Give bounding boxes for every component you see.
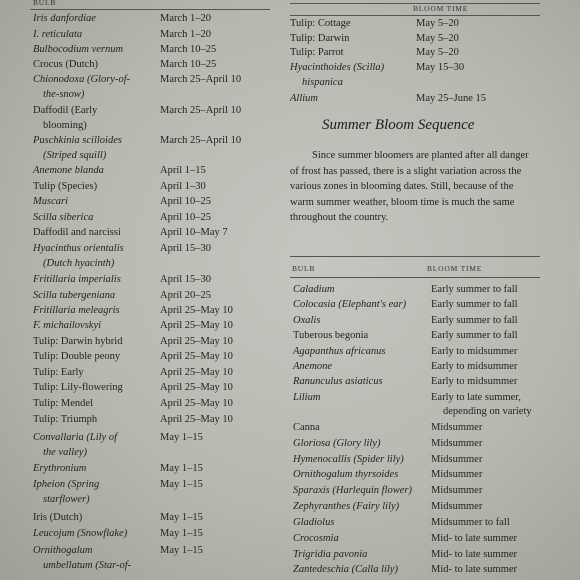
summer-header-bloom: BLOOM TIME bbox=[427, 264, 483, 273]
bloom-time: April 1–15 bbox=[160, 165, 206, 176]
bulb-name: Daffodil (Early bbox=[33, 105, 98, 116]
bloom-time: Midsummer bbox=[431, 485, 483, 496]
bulb-name: Tulip: Darwin hybrid bbox=[33, 336, 123, 347]
bloom-time: March 1–20 bbox=[160, 13, 212, 24]
bloom-time: April 25–May 10 bbox=[160, 351, 233, 362]
bloom-time: Early summer to fall bbox=[431, 299, 518, 310]
bulb-name: I. reticulata bbox=[33, 29, 83, 40]
bulb-name-cont: umbellatum (Star-of- bbox=[43, 560, 132, 571]
summer-section-title: Summer Bloom Sequence bbox=[322, 117, 475, 133]
bulb-name: Tulip (Species) bbox=[33, 181, 98, 192]
bulb-name-cont: starflower) bbox=[43, 494, 90, 505]
bulb-name: Allium bbox=[290, 93, 318, 104]
bloom-time: Early summer to fall bbox=[431, 315, 518, 326]
bulb-name: Muscari bbox=[33, 196, 68, 207]
bulb-name: Fritillaria meleagris bbox=[33, 305, 120, 316]
bulb-name: Scilla tubergeniana bbox=[33, 290, 116, 301]
bulb-name: Iris danfordiae bbox=[33, 13, 96, 24]
bloom-time: April 25–May 10 bbox=[160, 320, 233, 331]
bloom-time: April 25–May 10 bbox=[160, 305, 233, 316]
bulb-name: Anemone bbox=[293, 361, 333, 372]
bulb-name: Chionodoxa (Glory-of- bbox=[33, 74, 131, 85]
bloom-time: April 25–May 10 bbox=[160, 382, 233, 393]
bulb-name: Tulip: Parrot bbox=[290, 47, 344, 58]
summer-header-bulb: BULB bbox=[292, 264, 316, 273]
bulb-name: Ranunculus asiaticus bbox=[293, 376, 383, 387]
bulb-name-cont: hispanica bbox=[302, 77, 343, 88]
bloom-time: April 25–May 10 bbox=[160, 336, 233, 347]
bloom-time: Mid- to late summer bbox=[431, 564, 518, 575]
bloom-time: Early to midsummer bbox=[431, 346, 518, 357]
bulb-name: Tulip: Cottage bbox=[290, 18, 351, 29]
right-top-header-rule bbox=[290, 15, 540, 16]
bloom-time: March 25–April 10 bbox=[160, 105, 242, 116]
bulb-name: Tulip: Lily-flowering bbox=[33, 382, 123, 393]
bulb-name: Agapanthus africanus bbox=[293, 346, 386, 357]
bloom-time: Early to midsummer bbox=[431, 376, 518, 387]
bloom-time: Midsummer bbox=[431, 501, 483, 512]
bulb-name: Tulip: Triumph bbox=[33, 414, 98, 425]
bulb-name: Sparaxis (Harlequin flower) bbox=[293, 485, 412, 496]
bloom-time: May 1–15 bbox=[160, 432, 203, 443]
bulb-name: Caladium bbox=[293, 284, 335, 295]
bloom-time: May 1–15 bbox=[160, 528, 203, 539]
bulb-name: Tulip: Early bbox=[33, 367, 84, 378]
bulb-name: Hyacinthoides (Scilla) bbox=[290, 62, 385, 73]
bloom-time: April 15–30 bbox=[160, 274, 212, 285]
bulb-name: Canna bbox=[293, 422, 320, 433]
bulb-name: Iris (Dutch) bbox=[33, 512, 83, 523]
bulb-name: Oxalis bbox=[293, 315, 321, 326]
bulb-name-cont: the valley) bbox=[43, 447, 88, 458]
summer-header-rule bbox=[290, 277, 540, 278]
bloom-time: May 25–June 15 bbox=[416, 93, 486, 104]
bloom-time: April 25–May 10 bbox=[160, 398, 233, 409]
summer-intro-paragraph: Since summer bloomers are planted after all danger of frost has passed, there is a slight variation across the various zones in blooming dates. Still, because of the warm summer weather, bloom time is much the same throughout the country. bbox=[290, 150, 529, 223]
bloom-time: April 10–25 bbox=[160, 212, 212, 223]
bulb-name: Convallaria (Lily of bbox=[33, 432, 117, 443]
bloom-time: Early to midsummer bbox=[431, 361, 518, 372]
summer-table-top-rule bbox=[290, 256, 540, 257]
bulb-name: Hymenocallis (Spider lily) bbox=[293, 454, 404, 465]
bloom-time: April 20–25 bbox=[160, 290, 212, 301]
bloom-time: Midsummer bbox=[431, 454, 483, 465]
bloom-time: Mid- to late summer bbox=[431, 533, 518, 544]
bulb-name-cont: the-snow) bbox=[43, 89, 85, 100]
bulb-name: Crocus (Dutch) bbox=[33, 59, 99, 70]
bulb-name: Gladiolus bbox=[293, 517, 335, 528]
bulb-name: Zephyranthes (Fairy lily) bbox=[293, 501, 400, 512]
bloom-time: Midsummer bbox=[431, 438, 483, 449]
bloom-time: May 1–15 bbox=[160, 479, 203, 490]
bulb-name: Fritillaria imperialis bbox=[33, 274, 121, 285]
bulb-name-cont: blooming) bbox=[43, 120, 87, 131]
bloom-time: April 15–30 bbox=[160, 243, 212, 254]
bulb-name: Scilla siberica bbox=[33, 212, 94, 223]
bulb-name: Ornithogalum thyrsoides bbox=[293, 469, 399, 480]
bloom-time: March 1–20 bbox=[160, 29, 212, 40]
bulb-name-cont: (Striped squill) bbox=[43, 150, 107, 161]
bulb-name: Colocasia (Elephant's ear) bbox=[293, 299, 407, 310]
bulb-name: Ipheion (Spring bbox=[33, 479, 100, 490]
bloom-time: May 5–20 bbox=[416, 33, 459, 44]
bloom-time: April 25–May 10 bbox=[160, 414, 233, 425]
bloom-time-cont: depending on variety bbox=[443, 406, 532, 417]
left-header-rule bbox=[30, 9, 270, 10]
bloom-time: May 5–20 bbox=[416, 47, 459, 58]
left-header-bulb: BULB bbox=[33, 0, 57, 7]
bloom-time: April 25–May 10 bbox=[160, 367, 233, 378]
bloom-time: Midsummer bbox=[431, 422, 483, 433]
bloom-time: May 1–15 bbox=[160, 463, 203, 474]
bloom-time: April 10–May 7 bbox=[160, 227, 228, 238]
bulb-name: Lilium bbox=[293, 392, 321, 403]
bloom-time: May 1–15 bbox=[160, 512, 203, 523]
bulb-name: Ornithogalum bbox=[33, 545, 93, 556]
bulb-name: Bulbocodium vernum bbox=[33, 44, 124, 55]
bulb-name: Gloriosa (Glory lily) bbox=[293, 438, 381, 449]
bloom-time: Early summer to fall bbox=[431, 284, 518, 295]
bloom-time: Midsummer bbox=[431, 469, 483, 480]
bulb-name: Tuberous begonia bbox=[293, 330, 369, 341]
bulb-name: Trigridia pavonia bbox=[293, 549, 368, 560]
bloom-time: May 1–15 bbox=[160, 545, 203, 556]
bloom-time: Early to late summer, bbox=[431, 392, 521, 403]
bulb-name: Tulip: Darwin bbox=[290, 33, 350, 44]
bloom-time: May 5–20 bbox=[416, 18, 459, 29]
bloom-time: Midsummer to fall bbox=[431, 517, 510, 528]
bulb-name: Anemone blanda bbox=[33, 165, 104, 176]
bloom-time: March 10–25 bbox=[160, 59, 217, 70]
bulb-name: Daffodil and narcissi bbox=[33, 227, 121, 238]
bulb-name: Erythronium bbox=[33, 463, 87, 474]
bulb-name: Puschkinia scilloides bbox=[33, 135, 122, 146]
bloom-time: May 15–30 bbox=[416, 62, 465, 73]
right-top-header-bloom: BLOOM TIME bbox=[413, 4, 469, 13]
bloom-time: March 25–April 10 bbox=[160, 74, 242, 85]
bloom-time: Mid- to late summer bbox=[431, 549, 518, 560]
bulb-name-cont: (Dutch hyacinth) bbox=[43, 258, 115, 269]
bulb-name: F. michailovskyi bbox=[33, 320, 102, 331]
bulb-name: Crocosmia bbox=[293, 533, 339, 544]
bulb-name: Tulip: Mendel bbox=[33, 398, 93, 409]
bloom-time: March 25–April 10 bbox=[160, 135, 242, 146]
bloom-time: April 10–25 bbox=[160, 196, 212, 207]
bloom-time: Early summer to fall bbox=[431, 330, 518, 341]
bulb-name: Tulip: Double peony bbox=[33, 351, 121, 362]
bulb-name: Hyacinthus orientalis bbox=[33, 243, 124, 254]
bloom-time: March 10–25 bbox=[160, 44, 217, 55]
bulb-name: Zantedeschia (Calla lily) bbox=[293, 564, 398, 575]
bulb-name: Leucojum (Snowflake) bbox=[33, 528, 128, 539]
bloom-time: April 1–30 bbox=[160, 181, 206, 192]
